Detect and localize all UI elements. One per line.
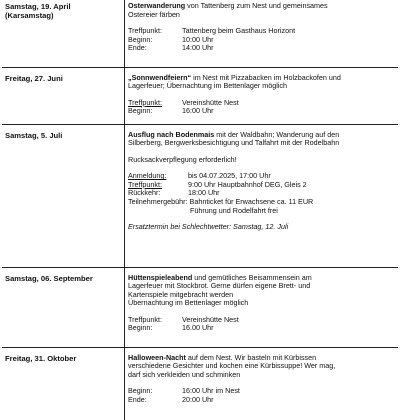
event-date: Samstag, 19. April	[5, 2, 71, 11]
event-text: Silberberg, Bergwerksbesichtigung und Talfahrt mit der Rodelbahn	[128, 138, 340, 148]
event-row	[2, 267, 398, 347]
event-fee: Teilnehmergebühr: Bahnticket für Erwachsene ca. 11 EUR	[128, 197, 314, 207]
event-schedule-table	[2, 0, 398, 420]
event-title: Hüttenspieleabend	[128, 272, 193, 282]
meeting-point: Treffpunkt: 9:00 Uhr Hauptbahnhof DEG, Gleis 2	[128, 179, 307, 189]
event-title: Osterwanderung	[128, 1, 186, 10]
event-text: Kartenspiele mitgebracht werden	[128, 289, 234, 299]
event-text: im Nest mit Pizzabacken im Holzbackofen und	[191, 72, 341, 82]
event-date-cell	[2, 0, 125, 67]
meeting-point: Treffpunkt: Vereinshütte Nest	[128, 314, 239, 324]
start-time: Beginn: 16:00 Uhr im Nest	[128, 386, 240, 396]
event-fee-detail: Führung und Rodelfahrt frei	[190, 205, 278, 215]
event-text: darf sich verkleiden und schminken	[128, 369, 241, 379]
alternate-date: Ersatztermin bei Schlechtwetter: Samstag, 12. Juli	[128, 222, 289, 232]
event-text: verschiedene Gesichter und kochen eine Kürbissuppe! Wer mag,	[128, 361, 336, 371]
event-text: auf dem Nest. Wir basteln mit Kürbissen	[185, 352, 317, 362]
meeting-point: Treffpunkt: Tattenberg beim Gasthaus Horizont	[128, 26, 296, 36]
event-date: Freitag, 31. Oktober	[5, 353, 77, 363]
event-date-note: (Karsamstag)	[5, 11, 54, 20]
event-date-cell	[2, 347, 125, 420]
event-date-cell	[2, 124, 125, 267]
event-date-cell	[2, 67, 125, 124]
event-description-cell	[125, 0, 399, 67]
event-text: Übernachtung im Bettenlager möglich	[128, 298, 249, 308]
event-text: Lagerfeuer mit Stockbrot. Gerne dürfen eigene Brett- und	[128, 281, 311, 291]
event-text: Ostereier färben	[128, 9, 180, 19]
registration: Anmeldung: bis 04.07.2025, 17:00 Uhr	[128, 171, 271, 181]
event-title: „Sonnwendfeiern“	[128, 72, 192, 82]
event-row	[2, 347, 398, 420]
event-date: Freitag, 27. Juni	[5, 73, 63, 83]
event-description-cell	[125, 347, 399, 420]
event-date-cell	[2, 267, 125, 347]
event-title: Ausflug nach Bodenmais	[128, 129, 215, 139]
event-description-cell	[125, 67, 399, 124]
event-row	[2, 0, 398, 67]
event-date: Samstag, 06. September	[5, 273, 93, 283]
meeting-point: Treffpunkt: Vereinshütte Nest	[128, 97, 239, 107]
event-text: von Tattenberg zum Nest und gemeinsames	[185, 1, 328, 10]
start-time: Beginn: 16:00 Uhr	[128, 106, 214, 116]
event-date: Samstag, 5. Juli	[5, 130, 63, 140]
event-text: Lagerfeuer; Übernachtung im Bettenlager möglich	[128, 81, 288, 91]
event-text: mit der Waldbahn; Wanderung auf den	[214, 129, 340, 139]
start-time: Beginn: 10:00 Uhr	[128, 34, 214, 44]
end-time: Ende: 14:00 Uhr	[128, 43, 214, 53]
return-time: Rückkehr: 18:00 Uhr	[128, 188, 220, 198]
event-description-cell	[125, 124, 399, 267]
event-row	[2, 124, 398, 267]
event-description-cell	[125, 267, 399, 347]
event-text: und gemütliches Beisammensein am	[192, 272, 312, 282]
event-row	[2, 67, 398, 124]
event-title: Halloween-Nacht	[128, 352, 186, 362]
start-time: Beginn: 16.00 Uhr	[128, 323, 214, 333]
end-time: Ende: 20:00 Uhr	[128, 394, 214, 404]
event-note: Rucksackverpflegung erforderlich!	[128, 154, 237, 164]
